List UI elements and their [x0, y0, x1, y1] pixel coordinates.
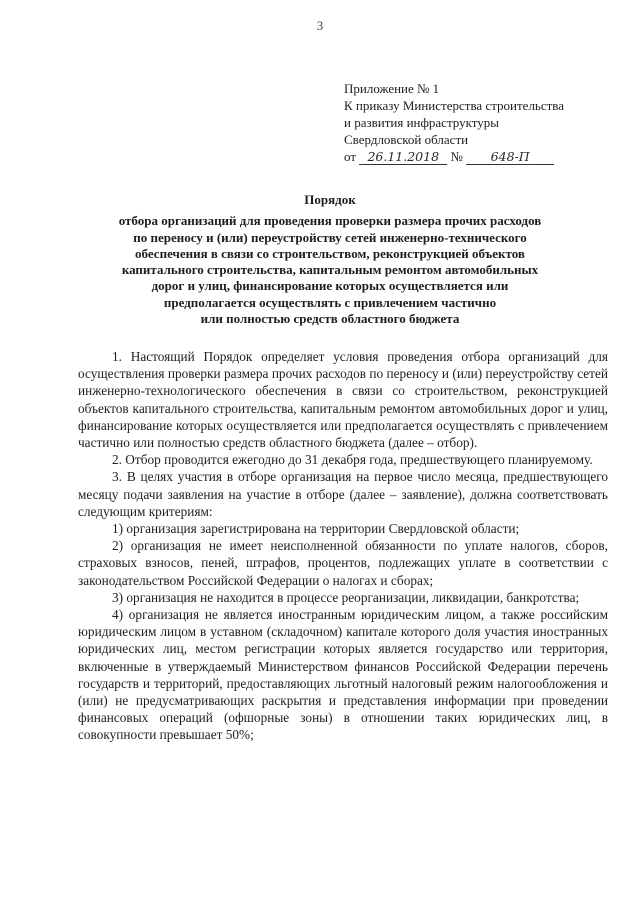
subtitle-line: или полностью средств областного бюджета [200, 311, 460, 327]
appendix-line-3: и развития инфраструктуры [344, 115, 500, 130]
page-number: 3 [316, 18, 324, 33]
appendix-header [344, 80, 614, 165]
appendix-line-4: Свердловской области [344, 132, 469, 147]
appendix-line-1: Приложение № 1 [344, 81, 440, 96]
handwritten-date: 26.11.2018 [359, 150, 447, 165]
criterion-3: 3) организация не находится в процессе реорганизации, ликвидации, банкротства; [112, 589, 580, 605]
paragraph-3: 3. В целях участия в отборе организация на первое число месяца, предшествующего месяцу подачи заявления на участие в отборе (далее – заявление), должна соответствовать следующим критериям: [78, 469, 608, 519]
subtitle-line: отбора организаций для проведения проверки размера прочих расходов [118, 213, 542, 229]
paragraph-2: 2. Отбор проводится ежегодно до 31 декабря года, предшествующего планируемому. [112, 452, 593, 468]
document-subtitle [60, 213, 600, 327]
subtitle-line: по переносу и (или) переустройству сетей инженерно-технического [133, 229, 527, 245]
subtitle-line: капитального строительства, капитальным ремонтом автомобильных [121, 262, 539, 278]
document-title: Порядок [304, 192, 356, 207]
criterion-4: 4) организация не является иностранным юридическим лицом, а также российским юридическим лицом в уставном (складочном) капитале которого доля участия иностранных юридических лиц, местом регистрации которых является государство или территория, включенные в утверждаемый Министерством финансов Российской Федерации перечень государств и территорий, предоставляющих льготный налоговый режим налогообложения и (или) не предусматривающих раскрытия и представления информации при проведении финансовых операций (офшорные зоны) в отношении таких юридических лиц, в совокупности превышает 50%; [78, 607, 608, 743]
subtitle-line: предполагается осуществлять с привлечением частично [163, 294, 497, 310]
document-body [78, 348, 608, 744]
appendix-line-2: К приказу Министерства строительства [344, 98, 565, 113]
paragraph-1: 1. Настоящий Порядок определяет условия проведения отбора организаций для осуществления проверки размера прочих расходов по переносу и (или) переустройству сетей инженерно-технологического обеспечения в связи со строительством, реконструкцией объектов капитального строительства, капитальным ремонтом автомобильных дорог и улиц, финансирование которых осуществляется или предполагается осуществлять с привлечением частично или полностью средств областного бюджета (далее – отбор). [78, 349, 608, 451]
subtitle-line: дорог и улиц, финансирование которых осуществляется или [151, 278, 509, 294]
handwritten-order-number: 648-П [466, 150, 554, 165]
criterion-1: 1) организация зарегистрирована на территории Свердловской области; [112, 521, 520, 537]
subtitle-line: обеспечения в связи со строительством, реконструкцией объектов [135, 245, 525, 261]
number-sign: № [450, 149, 463, 164]
date-prefix: от [344, 149, 357, 164]
document-title-block [60, 192, 600, 327]
criterion-2: 2) организация не имеет неисполненной обязанности по уплате налогов, сборов, страховых взносов, пеней, штрафов, процентов, подлежащих уплате в соответствии с законодательством Российской Федерации о налогах и сборах; [78, 538, 608, 588]
appendix-date-line [344, 148, 614, 165]
